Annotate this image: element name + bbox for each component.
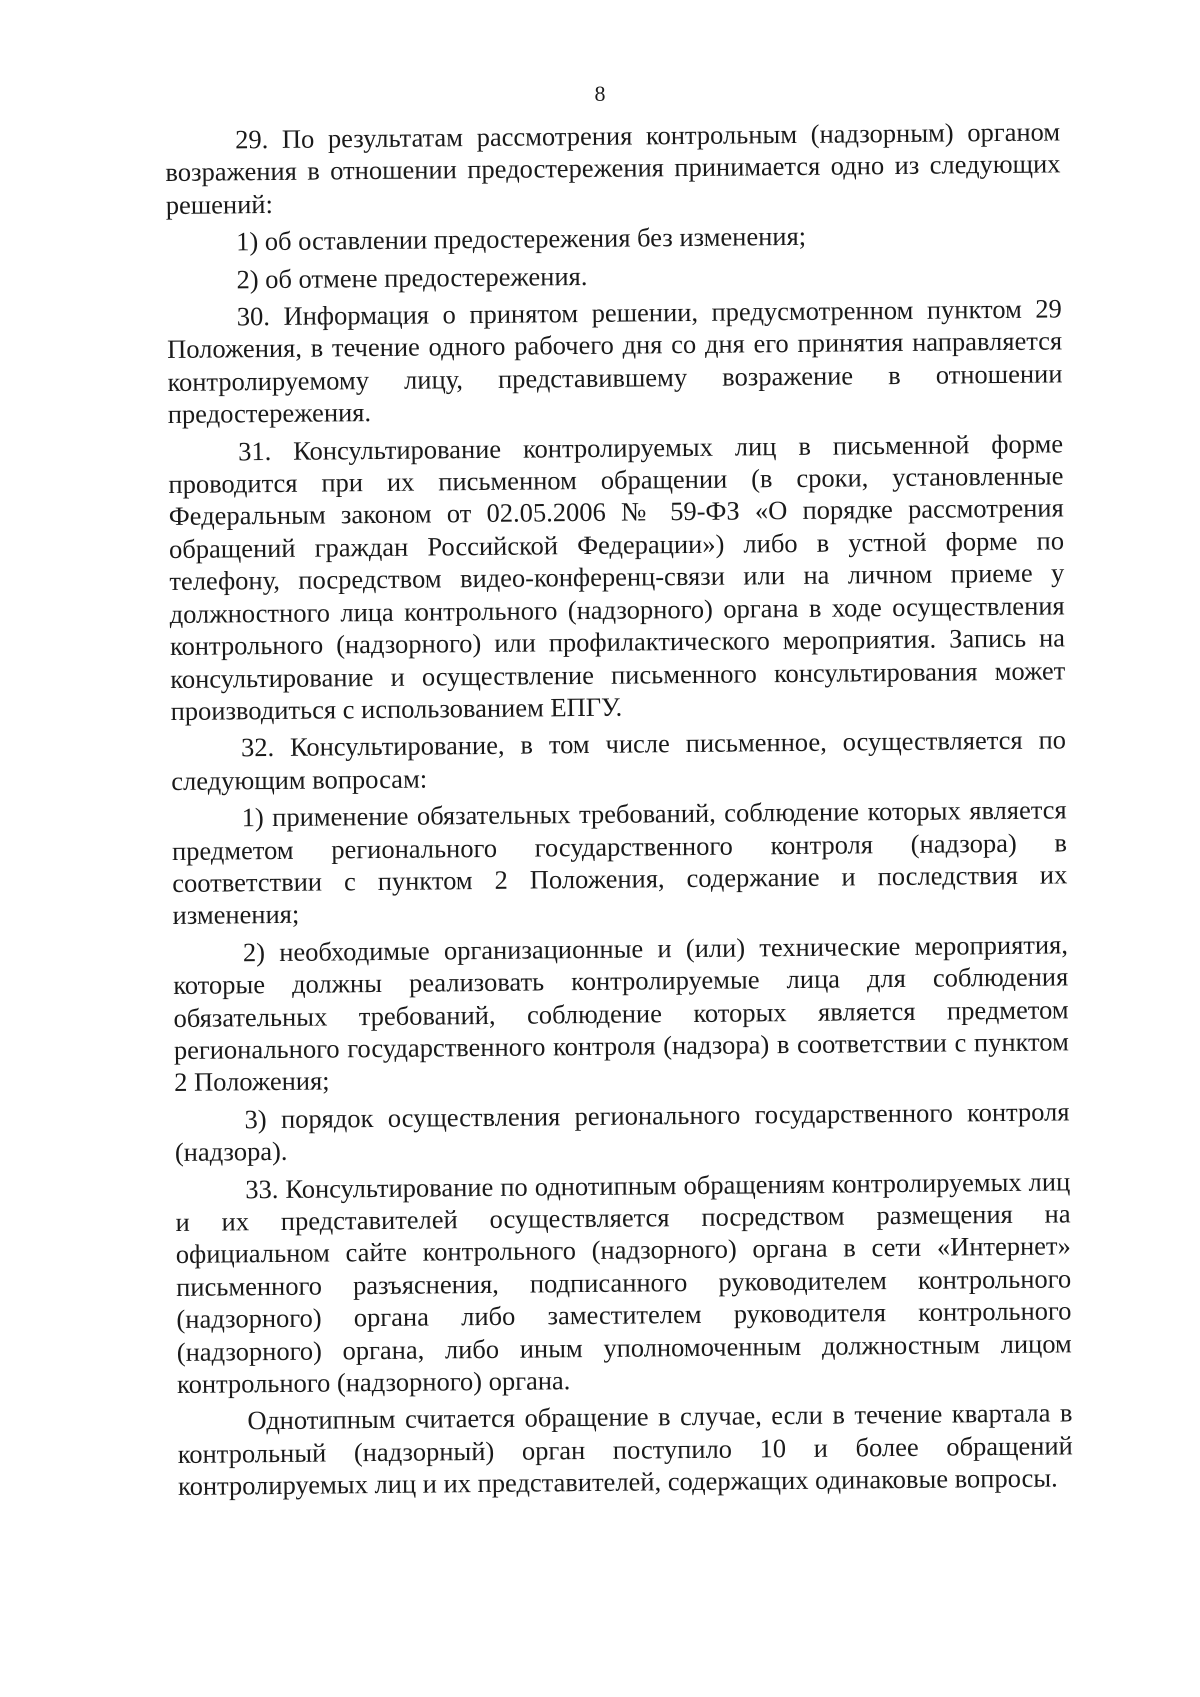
page-number: 8 [594, 81, 606, 106]
paragraph-30: 30. Информация о принятом решении, предусмотренном пунктом 29 Положения, в течение одного рабочего дня со дня его принятия направляется контролируемому лицу, представившему возражение в отношении предостережения. [167, 293, 1063, 430]
paragraph-33: 33. Консультирование по однотипным обращениям контролируемых лиц и их представителей осуществляется посредством размещения на официальном сайте контрольного (надзорного) органа в сети «Интернет» письменного разъяснения, подписанного руководителем контрольного (надзорного) органа либо заместителем руководителя контрольного (надзорного) органа, либо иным уполномоченным должностным лицом контрольного (надзорного) органа. [175, 1165, 1072, 1399]
paragraph-32: 32. Консультирование, в том числе письменное, осуществляется по следующим вопросам: [171, 724, 1067, 796]
paragraph-32-item-1: 1) применение обязательных требований, соблюдение которых является предметом регионального государственного контроля (надзора) в соответствии с пунктом 2 Положения, содержание и последствия их изменения; [171, 794, 1068, 931]
document-body [165, 115, 1073, 1502]
paragraph-29: 29. По результатам рассмотрения контрольным (надзорным) органом возражения в отношении предостережения принимается одно из следующих решений: [165, 116, 1061, 220]
paragraph-32-item-2: 2) необходимые организационные и (или) технические мероприятия, которые должны реализовать контролируемые лица для соблюдения обязательных требований, соблюдение которых является предметом регионального государственного контроля (надзора) в соответствии с пунктом 2 Положения; [173, 929, 1069, 1098]
paragraph-33-note: Однотипным считается обращение в случае, если в течение квартала в контрольный (надзорный) орган поступило 10 и более обращений контролируемых лиц и их представителей, содержащих одинаковые вопросы. [177, 1397, 1073, 1502]
paragraph-29-item-2: 2) об отмене предостережения. [236, 260, 588, 294]
paragraph-32-item-3: 3) порядок осуществления регионального государственного контроля (надзора). [174, 1096, 1070, 1168]
paragraph-29-item-1: 1) об оставлении предостережения без изменения; [235, 221, 807, 257]
paragraph-31: 31. Консультирование контролируемых лиц в письменной форме проводится при их письменном обращении (в сроки, установленные Федеральным законом от 02.05.2006 № 59-ФЗ «О порядке рассмотрения обращений граждан Российской Федерации») либо в устной форме по телефону, посредством видео-конференц-связи или на личном приеме у должностного лица контрольного (надзорного) органа в ходе осуществления контрольного (надзорного) или профилактического мероприятия. Запись на консультирование и осуществление письменного консультирования может производиться с использованием ЕПГУ. [168, 428, 1066, 726]
